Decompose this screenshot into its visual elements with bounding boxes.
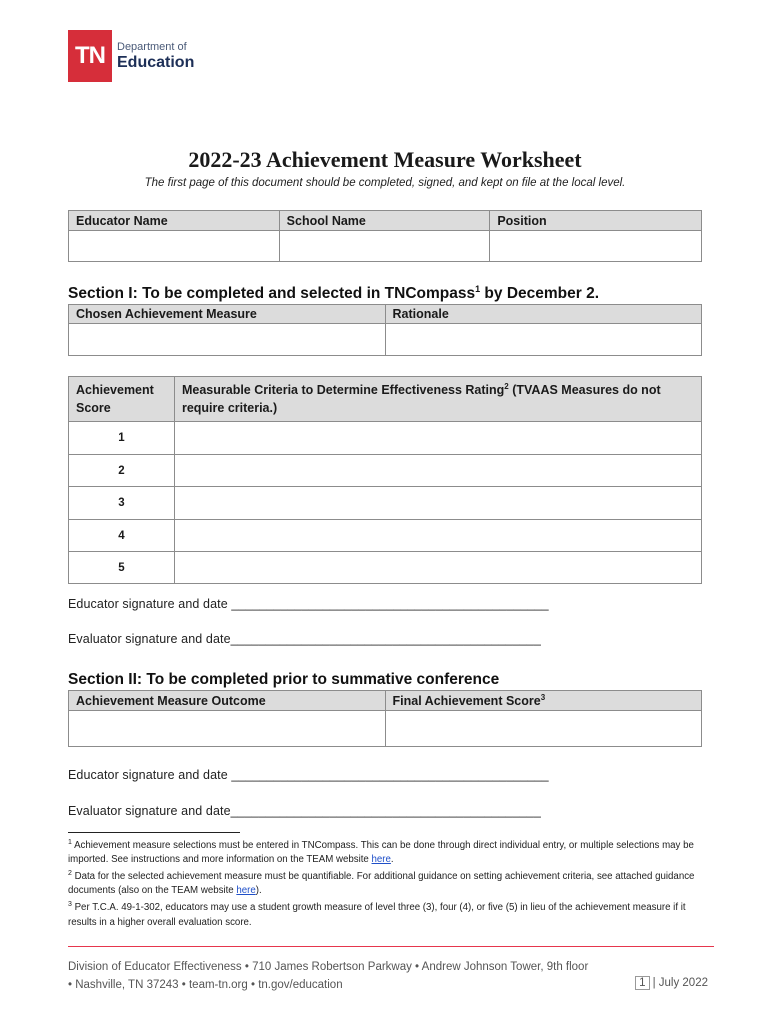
footer-divider	[68, 946, 714, 947]
position-header: Position	[490, 211, 702, 231]
educator-signature-line-2[interactable]: Educator signature and date _____________________________________________	[68, 768, 549, 782]
outcome-header: Achievement Measure Outcome	[69, 691, 386, 711]
score-value: 3	[69, 487, 175, 520]
team-website-link-1[interactable]: here	[371, 854, 391, 866]
evaluator-signature-line-2[interactable]: Evaluator signature and date____________________________________________	[68, 804, 541, 818]
footer-date: | July 2022	[652, 977, 708, 989]
criteria-field[interactable]	[174, 520, 701, 552]
educator-name-field[interactable]	[69, 231, 280, 262]
criteria-field[interactable]	[174, 552, 701, 584]
rationale-field[interactable]	[385, 324, 701, 356]
section-1-heading: Section I: To be completed and selected in TNCompass$^1$ by December 2.	[68, 284, 600, 303]
footnote-ref-3: 3	[540, 693, 546, 702]
footer-line-2: • Nashville, TN 37243 • team-tn.org • tn.gov/education	[68, 979, 343, 991]
footnote-ref-2: 2	[504, 382, 509, 391]
footnote-1: $^1$ Achievement measure selections must be entered in TNCompass. This can be done through direct individual entry, or multiple selections may be imported. See instructions and more information on the TEAM website here.	[68, 839, 694, 866]
logo-education: Education	[117, 53, 195, 71]
educator-name-header: Educator Name	[69, 211, 280, 231]
criteria-field[interactable]	[174, 455, 701, 487]
final-score-header: Final Achievement Score$^3$	[385, 691, 702, 711]
footnote-ref-1: 1	[475, 284, 481, 294]
section-2-heading: Section II: To be completed prior to summative conference	[68, 671, 500, 688]
criteria-header: Measurable Criteria to Determine Effectiveness Rating$^2$ (TVAAS Measures do not require criteria.)	[174, 377, 701, 422]
footer-page-info	[635, 976, 708, 990]
footnote-divider	[68, 832, 240, 833]
footnotes	[68, 836, 698, 930]
footer-line-1: Division of Educator Effectiveness • 710 James Robertson Parkway • Andrew Johnson Tower, 9th floor	[68, 961, 589, 973]
score-row	[69, 422, 702, 455]
outcome-field[interactable]	[69, 711, 386, 747]
criteria-field[interactable]	[174, 487, 701, 520]
school-name-header: School Name	[279, 211, 490, 231]
outcome-table	[68, 690, 702, 747]
score-row	[69, 487, 702, 520]
document-subtitle: The first page of this document should be completed, signed, and kept on file at the local level.	[144, 177, 626, 189]
footnote-2: $^2$ Data for the selected achievement measure must be quantifiable. For additional guidance on setting achievement criteria, see attached guidance documents (also on the TEAM website here).	[68, 870, 695, 897]
position-field[interactable]	[490, 231, 702, 262]
school-name-field[interactable]	[279, 231, 490, 262]
achievement-score-header: Achievement Score	[69, 377, 175, 422]
tn-education-logo	[68, 30, 194, 82]
achievement-score-table	[68, 376, 702, 584]
chosen-measure-field[interactable]	[69, 324, 386, 356]
evaluator-signature-line-1[interactable]: Evaluator signature and date____________________________________________	[68, 632, 541, 646]
score-value: 4	[69, 520, 175, 552]
achievement-measure-table	[68, 304, 702, 356]
team-website-link-2[interactable]: here	[236, 885, 256, 897]
score-row	[69, 455, 702, 487]
criteria-field[interactable]	[174, 422, 701, 455]
footnote-3: $^3$ Per T.C.A. 49-1-302, educators may use a student growth measure of level three (3), four (4), or five (5) in lieu of the achievement measure if it results in a higher overall evaluation score.	[68, 901, 686, 928]
final-score-field[interactable]	[385, 711, 702, 747]
rationale-header: Rationale	[385, 305, 701, 324]
educator-signature-line-1[interactable]: Educator signature and date _____________________________________________	[68, 597, 549, 611]
score-row	[69, 520, 702, 552]
score-row	[69, 552, 702, 584]
footer-address	[68, 958, 588, 994]
educator-info-table	[68, 210, 702, 262]
chosen-measure-header: Chosen Achievement Measure	[69, 305, 386, 324]
logo-wordmark	[117, 42, 194, 71]
score-value: 1	[69, 422, 175, 455]
score-value: 5	[69, 552, 175, 584]
score-value: 2	[69, 455, 175, 487]
tn-logo-mark: TN	[68, 30, 112, 82]
page-number: 1	[635, 976, 649, 990]
document-title: 2022-23 Achievement Measure Worksheet	[188, 147, 582, 172]
logo-department: Department of	[117, 40, 187, 53]
